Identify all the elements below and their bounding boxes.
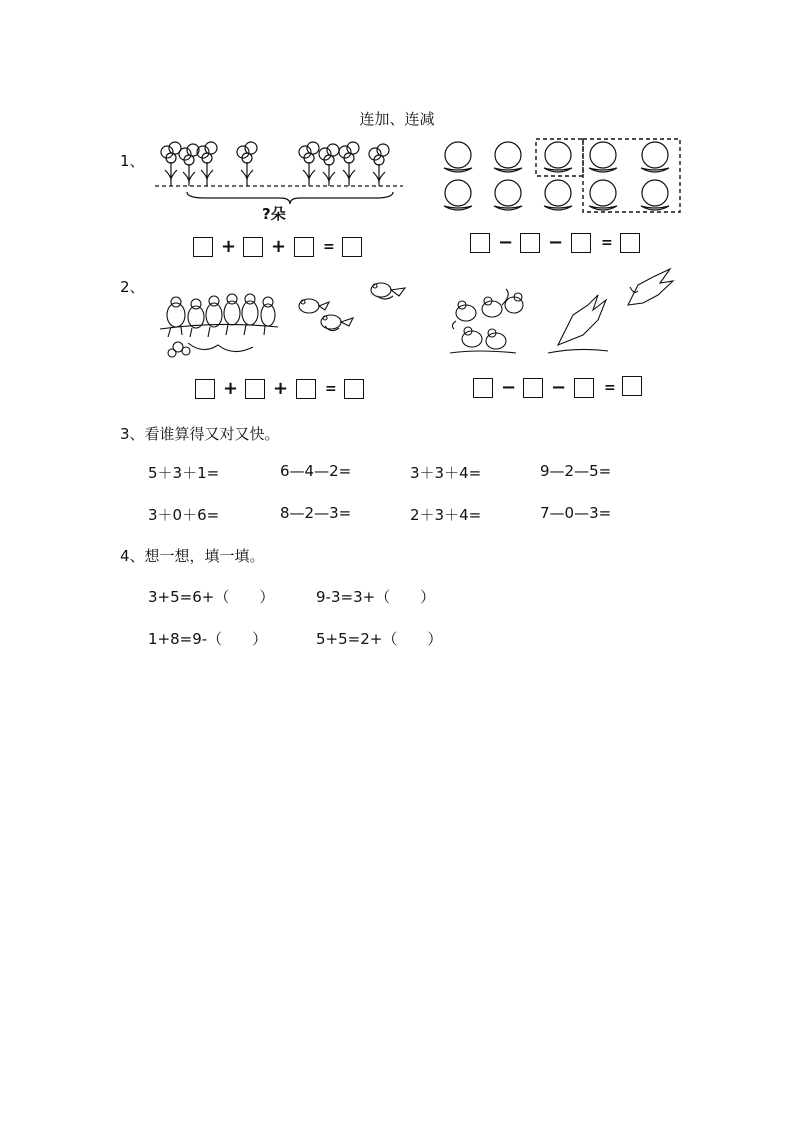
flower-total-label: ?朵 <box>262 205 286 223</box>
plus-sign: + <box>223 378 239 399</box>
bird-icon <box>299 299 329 313</box>
bird-icon <box>482 289 508 317</box>
equals-sign: = <box>325 381 337 397</box>
answer-box[interactable] <box>574 378 594 398</box>
q3-expression: 6—4—2= <box>280 462 352 480</box>
q3-expression: 3＋0＋6= <box>148 506 220 524</box>
flower-icon <box>237 142 257 186</box>
question-1-number: 1、 <box>120 152 145 170</box>
bird-icon <box>188 299 204 337</box>
flower-icon <box>369 144 389 186</box>
bird-icon <box>167 297 185 337</box>
bird-icon <box>321 315 353 331</box>
peach-icon <box>494 180 522 210</box>
question-2-number: 2、 <box>120 278 145 296</box>
brace-icon <box>185 190 395 206</box>
bird-icon <box>242 294 258 335</box>
answer-box[interactable] <box>245 379 265 399</box>
minus-sign: − <box>498 232 514 253</box>
flower-icon <box>339 142 359 186</box>
plus-sign: + <box>271 236 287 257</box>
peach-icon <box>444 180 472 210</box>
answer-box[interactable] <box>195 379 215 399</box>
flowers-illustration <box>155 140 405 192</box>
peach-icon <box>494 142 522 172</box>
peaches-illustration <box>440 138 685 218</box>
answer-box[interactable] <box>520 233 540 253</box>
minus-sign: − <box>501 377 517 398</box>
birds-flying-away-illustration <box>448 265 678 360</box>
birds-on-branch-illustration <box>158 285 283 363</box>
question-3-heading: 3、看谁算得又对又快。 <box>120 425 280 443</box>
flower-icon <box>161 142 181 186</box>
answer-box[interactable] <box>523 378 543 398</box>
minus-sign: − <box>551 377 567 398</box>
q4-expression: 5+5=2+（ ） <box>316 630 443 648</box>
flower-icon <box>179 144 199 186</box>
bird-icon <box>548 295 608 353</box>
bird-icon <box>628 269 673 305</box>
flower-icon <box>197 142 217 186</box>
plus-sign: + <box>221 236 237 257</box>
peach-icon <box>641 180 669 210</box>
answer-box[interactable] <box>622 376 642 396</box>
bird-icon <box>206 296 222 337</box>
answer-box[interactable] <box>344 379 364 399</box>
peach-icon <box>589 180 617 210</box>
answer-box[interactable] <box>296 379 316 399</box>
peach-icon <box>544 180 572 210</box>
answer-box[interactable] <box>193 237 213 257</box>
question-4-heading: 4、想一想，填一填。 <box>120 547 265 565</box>
q3-expression: 8—2—3= <box>280 504 352 522</box>
equals-sign: = <box>323 239 335 255</box>
q4-expression: 1+8=9-（ ） <box>148 630 268 648</box>
q3-expression: 5＋3＋1= <box>148 464 220 482</box>
peach-icon <box>544 142 572 172</box>
q3-expression: 3＋3＋4= <box>410 464 482 482</box>
page-title: 连加、连减 <box>359 110 435 128</box>
answer-box[interactable] <box>571 233 591 253</box>
equals-sign: = <box>601 235 613 251</box>
bird-icon <box>224 294 240 335</box>
flower-icon <box>319 144 339 186</box>
bird-icon <box>452 301 476 329</box>
answer-box[interactable] <box>470 233 490 253</box>
bird-icon <box>371 283 405 299</box>
answer-box[interactable] <box>294 237 314 257</box>
answer-box[interactable] <box>473 378 493 398</box>
peach-icon <box>444 142 472 172</box>
peach-icon <box>589 142 617 172</box>
minus-sign: − <box>548 232 564 253</box>
answer-box[interactable] <box>620 233 640 253</box>
plus-sign: + <box>273 378 289 399</box>
bird-icon <box>450 329 516 353</box>
q4-expression: 3+5=6+（ ） <box>148 588 275 606</box>
bird-icon <box>261 297 275 335</box>
equals-sign: = <box>604 380 616 396</box>
q3-expression: 2＋3＋4= <box>410 506 482 524</box>
answer-box[interactable] <box>342 237 362 257</box>
bird-icon <box>462 327 482 347</box>
flying-birds-illustration <box>295 278 410 338</box>
flower-icon <box>168 342 253 357</box>
peach-icon <box>641 142 669 172</box>
q4-expression: 9-3=3+（ ） <box>316 588 436 606</box>
flower-icon <box>299 142 319 186</box>
answer-box[interactable] <box>243 237 263 257</box>
q3-expression: 7—0—3= <box>540 504 612 522</box>
q3-expression: 9—2—5= <box>540 462 612 480</box>
